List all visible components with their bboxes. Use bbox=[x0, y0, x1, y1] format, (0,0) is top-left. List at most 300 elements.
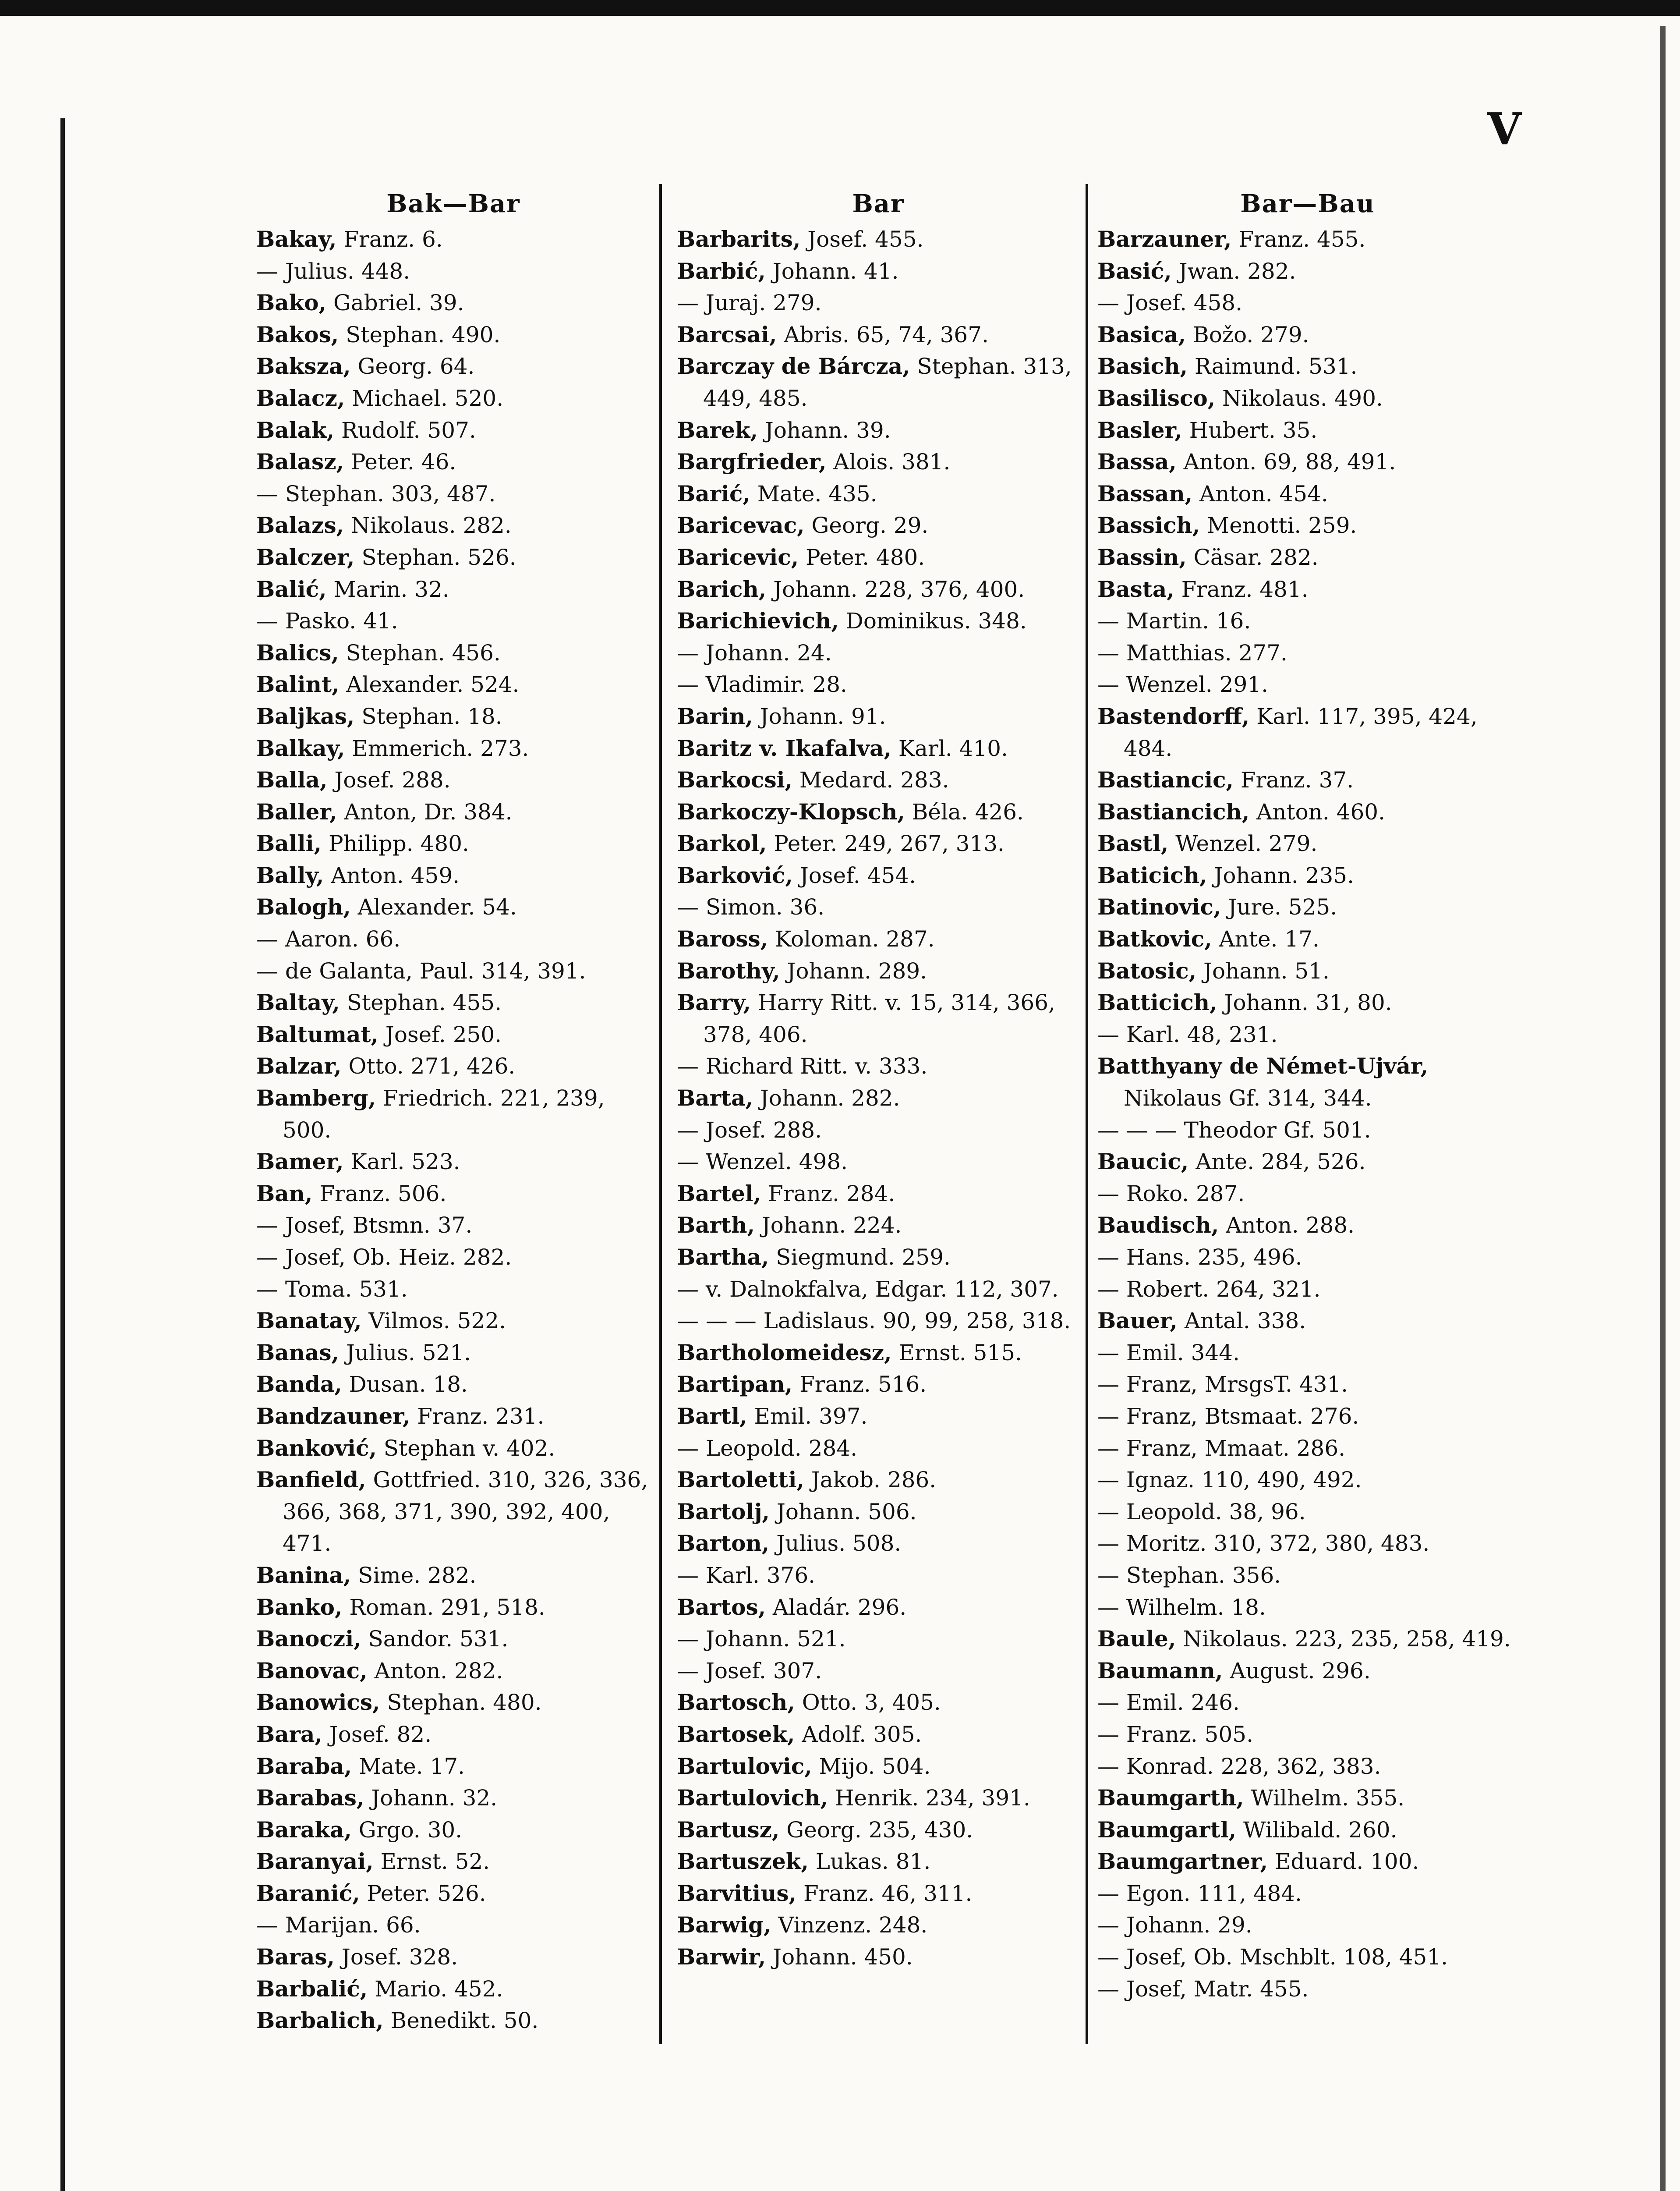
entry-details: Karl. 117, 395, 424, 484. bbox=[1124, 703, 1478, 761]
index-entry bbox=[677, 319, 1080, 351]
entry-details: Dusan. 18. bbox=[342, 1372, 468, 1397]
entry-surname: Banowics, bbox=[256, 1689, 380, 1716]
entry-details: — Marijan. 66. bbox=[256, 1912, 421, 1938]
entry-details: Otto. 271, 426. bbox=[341, 1053, 516, 1079]
entry-details: — Wilhelm. 18. bbox=[1097, 1594, 1266, 1620]
index-entry bbox=[256, 1146, 651, 1178]
index-entry bbox=[256, 1973, 651, 2005]
entry-details: Dominikus. 348. bbox=[838, 608, 1027, 634]
index-entry bbox=[677, 1782, 1080, 1814]
index-entry bbox=[256, 255, 651, 287]
index-entry bbox=[1097, 828, 1518, 860]
entry-surname: Balogh, bbox=[256, 894, 351, 920]
index-entry bbox=[1097, 1400, 1518, 1432]
entry-details: August. 296. bbox=[1223, 1658, 1371, 1684]
entry-details: Roman. 291, 518. bbox=[342, 1594, 545, 1620]
index-entry bbox=[256, 223, 651, 255]
scan-top-border bbox=[0, 0, 1680, 16]
entry-details: Ante. 284, 526. bbox=[1188, 1149, 1366, 1175]
entry-details: Rudolf. 507. bbox=[334, 417, 476, 443]
entry-details: Peter. 526. bbox=[360, 1880, 486, 1906]
entry-surname: Barwir, bbox=[677, 1944, 766, 1970]
index-entry bbox=[256, 383, 651, 415]
index-entry bbox=[256, 1941, 651, 1973]
entry-details: Sime. 282. bbox=[351, 1562, 477, 1588]
entry-details: — Martin. 16. bbox=[1097, 608, 1251, 634]
entry-surname: Bastendorff, bbox=[1097, 703, 1250, 729]
entry-details: — Josef, Ob. Heiz. 282. bbox=[256, 1244, 512, 1270]
index-entry bbox=[677, 1241, 1080, 1273]
entry-surname: Bartl, bbox=[677, 1403, 747, 1429]
entry-details: — Emil. 246. bbox=[1097, 1690, 1240, 1716]
entry-details: — Hans. 235, 496. bbox=[1097, 1244, 1302, 1270]
entry-details: — Konrad. 228, 362, 383. bbox=[1097, 1753, 1381, 1779]
entry-details: Menotti. 259. bbox=[1200, 513, 1357, 539]
entry-surname: Baksza, bbox=[256, 353, 351, 379]
entry-details: Johann. 51. bbox=[1196, 958, 1330, 984]
index-entry bbox=[256, 1751, 651, 1783]
index-entry bbox=[677, 574, 1080, 606]
index-entry bbox=[677, 1655, 1080, 1687]
entry-details: Mijo. 504. bbox=[812, 1753, 931, 1779]
entry-surname: Balić, bbox=[256, 576, 327, 602]
index-entry bbox=[1097, 319, 1518, 351]
column-rule bbox=[1086, 184, 1088, 2044]
entry-details: Nikolaus. 282. bbox=[344, 513, 512, 539]
index-entry bbox=[1097, 1814, 1518, 1846]
entry-surname: Barry, bbox=[677, 989, 751, 1016]
entry-details: — Aaron. 66. bbox=[256, 926, 401, 952]
index-entry bbox=[1097, 955, 1518, 987]
entry-details: Georg. 235, 430. bbox=[779, 1817, 973, 1843]
entry-details: Ante. 17. bbox=[1212, 926, 1319, 952]
entry-details: Jwan. 282. bbox=[1171, 258, 1296, 284]
entry-surname: Barek, bbox=[677, 417, 758, 443]
index-entry bbox=[1097, 1305, 1518, 1337]
entry-details: Julius. 508. bbox=[769, 1531, 902, 1556]
entry-surname: Barbalich, bbox=[256, 2007, 384, 2034]
index-entry bbox=[1097, 383, 1518, 415]
index-entry bbox=[256, 2005, 651, 2037]
entry-details: Sandor. 531. bbox=[361, 1626, 509, 1652]
entry-surname: Banko, bbox=[256, 1594, 343, 1620]
entry-surname: Balla, bbox=[256, 767, 328, 793]
index-entry bbox=[677, 1432, 1080, 1464]
index-entry bbox=[677, 1082, 1080, 1114]
entry-details: Stephan. 18. bbox=[354, 703, 502, 729]
entry-details: — Moritz. 310, 372, 380, 483. bbox=[1097, 1531, 1430, 1556]
entry-details: Georg. 64. bbox=[350, 354, 475, 379]
entry-details: Franz. 231. bbox=[410, 1403, 545, 1429]
index-entry bbox=[256, 987, 651, 1019]
index-entry bbox=[677, 891, 1080, 923]
index-entry bbox=[256, 701, 651, 733]
entry-surname: Batosic, bbox=[1097, 957, 1197, 984]
index-entry bbox=[256, 1464, 651, 1560]
index-entry bbox=[677, 733, 1080, 765]
entry-surname: Balli, bbox=[256, 830, 322, 857]
entry-details: Johann. 41. bbox=[765, 258, 899, 284]
index-entry bbox=[256, 1782, 651, 1814]
index-entry bbox=[256, 1337, 651, 1369]
index-entry bbox=[1097, 1560, 1518, 1592]
entry-details: Jure. 525. bbox=[1221, 894, 1337, 920]
index-entry bbox=[256, 1432, 651, 1464]
entry-details: Gabriel. 39. bbox=[326, 290, 464, 316]
entry-surname: Banovac, bbox=[256, 1657, 368, 1684]
entry-details: Georg. 29. bbox=[804, 513, 929, 539]
entry-surname: Bastl, bbox=[1097, 830, 1169, 857]
entry-surname: Barich, bbox=[677, 576, 767, 602]
index-entry bbox=[1097, 1782, 1518, 1814]
scan-right-edge bbox=[1660, 26, 1666, 2191]
entry-details: — Karl. 48, 231. bbox=[1097, 1021, 1278, 1047]
index-entry bbox=[1097, 701, 1518, 764]
index-entry bbox=[677, 542, 1080, 574]
entry-details: — — — Ladislaus. 90, 99, 258, 318. bbox=[677, 1308, 1071, 1334]
entry-surname: Baranyai, bbox=[256, 1848, 374, 1875]
index-entry bbox=[677, 605, 1080, 637]
index-entry bbox=[1097, 1655, 1518, 1687]
index-entry bbox=[256, 1687, 651, 1719]
index-entry bbox=[677, 1114, 1080, 1146]
index-entry bbox=[256, 733, 651, 765]
entry-surname: Barton, bbox=[677, 1530, 770, 1556]
entry-surname: Balacz, bbox=[256, 385, 345, 411]
index-entry bbox=[677, 1146, 1080, 1178]
index-entry bbox=[1097, 1019, 1518, 1051]
entry-surname: Ban, bbox=[256, 1180, 313, 1206]
index-entry bbox=[677, 1305, 1080, 1337]
index-entry bbox=[677, 860, 1080, 892]
entry-surname: Baumgarth, bbox=[1097, 1785, 1244, 1811]
entry-details: Cäsar. 282. bbox=[1186, 544, 1319, 570]
index-entry bbox=[1097, 351, 1518, 383]
index-entry bbox=[256, 1241, 651, 1273]
entry-details: — Vladimir. 28. bbox=[677, 672, 847, 698]
entry-details: Ernst. 52. bbox=[373, 1849, 490, 1875]
index-entry bbox=[1097, 1146, 1518, 1178]
column-rule bbox=[659, 184, 662, 2044]
index-entry bbox=[677, 637, 1080, 669]
entry-details: — Franz, MrsgsT. 431. bbox=[1097, 1372, 1348, 1397]
index-entry bbox=[1097, 574, 1518, 606]
index-entry bbox=[1097, 1337, 1518, 1369]
entry-details: Michael. 520. bbox=[345, 385, 504, 411]
index-entry bbox=[256, 1400, 651, 1432]
index-entry bbox=[256, 955, 651, 987]
entry-surname: Bamer, bbox=[256, 1149, 344, 1175]
index-entry bbox=[1097, 923, 1518, 955]
entry-surname: Baras, bbox=[256, 1944, 335, 1970]
entry-surname: Bassich, bbox=[1097, 512, 1200, 539]
entry-details: Anton. 454. bbox=[1192, 481, 1328, 507]
entry-surname: Bastiancic, bbox=[1097, 767, 1234, 793]
index-entry bbox=[677, 1878, 1080, 1910]
index-entry bbox=[677, 1846, 1080, 1878]
entry-surname: Basler, bbox=[1097, 417, 1182, 443]
index-entry bbox=[256, 764, 651, 796]
index-entry bbox=[256, 1560, 651, 1592]
entry-details: — Johann. 24. bbox=[677, 640, 832, 666]
entry-details: — Leopold. 284. bbox=[677, 1435, 858, 1461]
index-entry bbox=[256, 415, 651, 447]
index-entry bbox=[256, 637, 651, 669]
index-entry bbox=[1097, 1878, 1518, 1910]
entry-details: — Juraj. 279. bbox=[677, 290, 822, 316]
entry-details: Adolf. 305. bbox=[795, 1721, 922, 1747]
entry-details: — Josef. 307. bbox=[677, 1658, 822, 1684]
entry-surname: Barbalić, bbox=[256, 1975, 368, 2002]
entry-surname: Banfield, bbox=[256, 1467, 366, 1493]
index-entry bbox=[256, 1209, 651, 1241]
entry-details: Johann. 31, 80. bbox=[1217, 990, 1392, 1016]
index-entry bbox=[677, 1623, 1080, 1655]
entry-details: — Richard Ritt. v. 333. bbox=[677, 1053, 928, 1079]
entry-details: Raimund. 531. bbox=[1188, 354, 1358, 379]
index-entry bbox=[677, 223, 1080, 255]
entry-surname: Banković, bbox=[256, 1435, 377, 1461]
index-entry bbox=[256, 1719, 651, 1751]
entry-surname: Balak, bbox=[256, 417, 335, 443]
index-entry bbox=[1097, 1432, 1518, 1464]
index-entry bbox=[256, 828, 651, 860]
entry-surname: Basta, bbox=[1097, 576, 1174, 602]
entry-surname: Barabas, bbox=[256, 1785, 364, 1811]
index-entry bbox=[256, 1082, 651, 1146]
entry-details: Medard. 283. bbox=[792, 767, 949, 793]
index-entry bbox=[1097, 223, 1518, 255]
index-entry bbox=[1097, 415, 1518, 447]
entry-details: Nikolaus. 490. bbox=[1215, 385, 1383, 411]
entry-surname: Bartholomeidesz, bbox=[677, 1339, 892, 1365]
entry-surname: Bartolj, bbox=[677, 1498, 770, 1524]
index-column-2 bbox=[677, 184, 1080, 1973]
entry-details: Hubert. 35. bbox=[1182, 417, 1318, 443]
entry-surname: Bartel, bbox=[677, 1180, 761, 1206]
entry-details: Antal. 338. bbox=[1177, 1308, 1306, 1334]
entry-surname: Baranić, bbox=[256, 1880, 360, 1906]
entry-details: Franz. 37. bbox=[1233, 767, 1354, 793]
entry-details: Alexander. 54. bbox=[350, 894, 517, 920]
entry-surname: Banas, bbox=[256, 1339, 339, 1365]
index-entry bbox=[677, 1592, 1080, 1624]
entry-surname: Balkay, bbox=[256, 735, 345, 761]
index-entry bbox=[256, 669, 651, 701]
entry-details: Philipp. 480. bbox=[322, 831, 469, 857]
entry-details: Anton. 69, 88, 491. bbox=[1176, 449, 1396, 475]
index-entry bbox=[677, 510, 1080, 542]
index-entry bbox=[677, 1368, 1080, 1400]
index-entry bbox=[677, 669, 1080, 701]
entry-surname: Barbarits, bbox=[677, 226, 801, 252]
entry-details: Anton. 282. bbox=[367, 1658, 503, 1684]
entry-surname: Bandzauner, bbox=[256, 1403, 410, 1429]
entry-surname: Barwig, bbox=[677, 1912, 771, 1938]
entry-surname: Barcsai, bbox=[677, 321, 777, 347]
index-entry bbox=[677, 1209, 1080, 1241]
entry-details: — Roko. 287. bbox=[1097, 1181, 1245, 1206]
index-entry bbox=[256, 1846, 651, 1878]
index-entry bbox=[1097, 1368, 1518, 1400]
entry-details: Julius. 521. bbox=[339, 1340, 471, 1365]
entry-details: Alois. 381. bbox=[826, 449, 951, 475]
entry-details: Johann. 91. bbox=[753, 703, 886, 729]
entry-details: — Franz, Btsmaat. 276. bbox=[1097, 1403, 1359, 1429]
entry-surname: Baraba, bbox=[256, 1753, 352, 1779]
index-entry bbox=[1097, 1909, 1518, 1941]
entry-surname: Bartuszek, bbox=[677, 1848, 809, 1875]
index-entry bbox=[1097, 860, 1518, 892]
entry-details: — Franz. 505. bbox=[1097, 1721, 1253, 1747]
column-entries bbox=[1097, 223, 1518, 2005]
index-entry bbox=[256, 319, 651, 351]
index-entry bbox=[1097, 1178, 1518, 1210]
index-entry bbox=[1097, 1528, 1518, 1560]
index-entry bbox=[1097, 287, 1518, 319]
index-entry bbox=[1097, 478, 1518, 510]
entry-surname: Balasz, bbox=[256, 449, 344, 475]
entry-surname: Barta, bbox=[677, 1085, 753, 1111]
entry-details: Johann. 282. bbox=[753, 1085, 900, 1111]
entry-details: Vinzenz. 248. bbox=[771, 1912, 928, 1938]
entry-details: Friedrich. 221, 239, 500. bbox=[283, 1085, 605, 1143]
index-entry bbox=[1097, 255, 1518, 287]
entry-details: Josef. 250. bbox=[378, 1021, 502, 1047]
entry-surname: Bassan, bbox=[1097, 480, 1193, 507]
entry-details: Josef. 82. bbox=[322, 1721, 432, 1747]
entry-details: Franz. 481. bbox=[1174, 576, 1309, 602]
index-entry bbox=[256, 1368, 651, 1400]
entry-details: Stephan. 490. bbox=[339, 322, 501, 347]
index-entry bbox=[1097, 446, 1518, 478]
index-column-3 bbox=[1097, 184, 1518, 2005]
entry-details: Vilmos. 522. bbox=[361, 1308, 506, 1334]
entry-details: — de Galanta, Paul. 314, 391. bbox=[256, 958, 586, 984]
entry-details: Mate. 435. bbox=[750, 481, 877, 507]
entry-details: Karl. 410. bbox=[891, 735, 1008, 761]
entry-surname: Bartoletti, bbox=[677, 1467, 804, 1493]
index-entry bbox=[677, 701, 1080, 733]
index-entry bbox=[677, 1751, 1080, 1783]
entry-details: Wilhelm. 355. bbox=[1244, 1785, 1405, 1811]
entry-details: Anton. 460. bbox=[1249, 799, 1386, 825]
entry-details: — Emil. 344. bbox=[1097, 1340, 1240, 1365]
entry-surname: Barkoczy-Klopsch, bbox=[677, 798, 905, 825]
entry-details: Johann. 224. bbox=[754, 1212, 902, 1238]
index-entry bbox=[677, 828, 1080, 860]
index-entry bbox=[677, 446, 1080, 478]
entry-surname: Baller, bbox=[256, 798, 337, 825]
index-entry bbox=[256, 605, 651, 637]
entry-surname: Baumann, bbox=[1097, 1657, 1223, 1684]
index-entry bbox=[1097, 1050, 1518, 1114]
entry-surname: Baumgartl, bbox=[1097, 1816, 1237, 1843]
index-entry bbox=[677, 1050, 1080, 1082]
entry-surname: Bakos, bbox=[256, 321, 339, 347]
entry-surname: Baucic, bbox=[1097, 1149, 1189, 1175]
entry-surname: Bassin, bbox=[1097, 544, 1187, 570]
entry-surname: Baljkas, bbox=[256, 703, 355, 729]
index-entry bbox=[1097, 669, 1518, 701]
index-entry bbox=[1097, 637, 1518, 669]
entry-surname: Balzar, bbox=[256, 1053, 342, 1079]
entry-surname: Barić, bbox=[677, 480, 750, 507]
entry-surname: Baricevac, bbox=[677, 512, 805, 539]
index-entry bbox=[677, 1687, 1080, 1719]
index-entry bbox=[256, 1019, 651, 1051]
entry-details: Wilibald. 260. bbox=[1236, 1817, 1397, 1843]
index-entry bbox=[256, 1178, 651, 1210]
entry-details: — Toma. 531. bbox=[256, 1276, 408, 1302]
index-entry bbox=[1097, 1241, 1518, 1273]
index-entry bbox=[1097, 1114, 1518, 1146]
entry-details: Stephan. 526. bbox=[354, 544, 516, 570]
entry-details: Abris. 65, 74, 367. bbox=[777, 322, 989, 347]
entry-details: — Franz, Mmaat. 286. bbox=[1097, 1435, 1346, 1461]
column-header: Bar—Bau bbox=[1240, 189, 1375, 218]
entry-details: Harry Ritt. v. 15, 314, 366, 378, 406. bbox=[703, 990, 1055, 1047]
page-number: V bbox=[1487, 103, 1522, 155]
entry-details: Johann. 228, 376, 400. bbox=[766, 576, 1025, 602]
entry-details: — Karl. 376. bbox=[677, 1562, 816, 1588]
entry-surname: Bargfrieder, bbox=[677, 449, 827, 475]
entry-details: Grgo. 30. bbox=[351, 1817, 463, 1843]
entry-details: Lukas. 81. bbox=[808, 1849, 931, 1875]
entry-surname: Batkovic, bbox=[1097, 926, 1212, 952]
entry-details: — Johann. 29. bbox=[1097, 1912, 1252, 1938]
entry-details: — Ignaz. 110, 490, 492. bbox=[1097, 1467, 1362, 1493]
entry-details: Josef. 454. bbox=[792, 862, 916, 888]
entry-details: Eduard. 100. bbox=[1268, 1849, 1419, 1875]
entry-details: Otto. 3, 405. bbox=[795, 1690, 941, 1716]
entry-details: Johann. 39. bbox=[757, 417, 891, 443]
index-entry bbox=[256, 923, 651, 955]
index-entry bbox=[677, 955, 1080, 987]
entry-surname: Bakay, bbox=[256, 226, 337, 252]
index-entry bbox=[256, 1273, 651, 1305]
column-header: Bak—Bar bbox=[386, 189, 520, 218]
index-entry bbox=[256, 478, 651, 510]
entry-details: Stephan v. 402. bbox=[376, 1435, 555, 1461]
entry-surname: Bartusz, bbox=[677, 1816, 780, 1843]
index-column-1 bbox=[256, 184, 651, 2037]
entry-surname: Batthyany de Német-Ujvár, bbox=[1097, 1053, 1428, 1079]
index-entry bbox=[1097, 1209, 1518, 1241]
index-entry bbox=[1097, 987, 1518, 1019]
entry-surname: Basilisco, bbox=[1097, 385, 1216, 411]
entry-details: Marin. 32. bbox=[326, 576, 449, 602]
entry-details: — Leopold. 38, 96. bbox=[1097, 1499, 1306, 1524]
entry-surname: Baudisch, bbox=[1097, 1212, 1219, 1238]
entry-details: — Josef, Matr. 455. bbox=[1097, 1976, 1309, 2002]
entry-details: Franz. 6. bbox=[336, 227, 443, 252]
entry-surname: Batticich, bbox=[1097, 989, 1217, 1016]
index-entry bbox=[677, 1719, 1080, 1751]
entry-details: Stephan. 480. bbox=[380, 1690, 542, 1716]
index-entry bbox=[256, 1655, 651, 1687]
index-entry bbox=[677, 923, 1080, 955]
entry-surname: Basica, bbox=[1097, 321, 1186, 347]
entry-details: — v. Dalnokfalva, Edgar. 112, 307. bbox=[677, 1276, 1059, 1302]
index-entry bbox=[256, 1592, 651, 1624]
index-entry bbox=[677, 1178, 1080, 1210]
entry-surname: Balczer, bbox=[256, 544, 355, 570]
index-entry bbox=[1097, 1846, 1518, 1878]
index-entry bbox=[256, 574, 651, 606]
entry-details: Béla. 426. bbox=[905, 799, 1024, 825]
entry-details: Johann. 32. bbox=[364, 1785, 498, 1811]
